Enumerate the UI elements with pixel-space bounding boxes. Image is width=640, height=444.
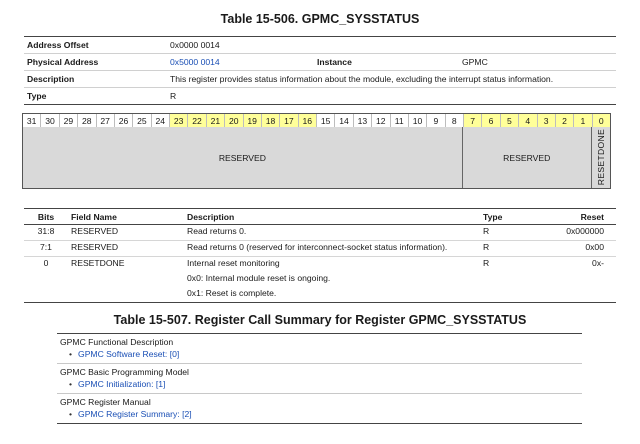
bit-number: 27 <box>97 114 115 128</box>
field-resetdone <box>592 127 610 188</box>
cell-description-value-0: 0x0: Internal module reset is ongoing. <box>187 273 331 283</box>
bit-number: 1 <box>574 114 592 128</box>
table-subrow <box>24 287 616 303</box>
register-call-summary <box>57 333 582 424</box>
bit-number: 8 <box>446 114 464 128</box>
table-subrow <box>24 272 616 287</box>
info-row-description <box>24 71 616 88</box>
bit-field-diagram <box>22 127 611 189</box>
bullet-icon: • <box>69 349 73 359</box>
field-reserved-31-8: RESERVED <box>23 127 463 188</box>
summary-link[interactable]: GPMC Initialization: [1] <box>78 379 166 389</box>
cell-field-name: RESERVED <box>68 241 184 257</box>
call-summary-title: Table 15-507. Register Call Summary for Register GPMC_SYSSTATUS <box>113 313 527 327</box>
cell-bits: 0 <box>43 258 49 268</box>
bit-number: 0 <box>593 114 610 128</box>
cell-type: R <box>483 258 490 268</box>
summary-list-item <box>60 408 579 420</box>
type-label: Type <box>27 91 47 101</box>
cell-type: R <box>480 241 560 257</box>
header-bits: Bits <box>24 209 68 225</box>
instance-value: GPMC <box>462 57 488 67</box>
cell-bits: 31:8 <box>24 225 68 241</box>
bullet-icon: • <box>69 409 73 419</box>
bit-number: 19 <box>244 114 262 128</box>
cell-description: Read returns 0 (reserved for interconnect-socket status information). <box>184 241 480 257</box>
address-offset-label: Address Offset <box>27 40 89 50</box>
table-row <box>24 241 616 257</box>
bit-number: 14 <box>335 114 353 128</box>
bit-number: 6 <box>482 114 500 128</box>
bit-number: 11 <box>391 114 409 128</box>
summary-list-item <box>60 378 579 390</box>
header-description: Description <box>184 209 480 225</box>
bit-number: 13 <box>354 114 372 128</box>
type-value: R <box>170 91 177 101</box>
bit-number: 17 <box>280 114 298 128</box>
bit-number: 21 <box>207 114 225 128</box>
bit-number: 12 <box>372 114 390 128</box>
bit-number: 22 <box>188 114 206 128</box>
summary-heading: GPMC Register Manual <box>60 397 151 407</box>
bit-number: 23 <box>170 114 188 128</box>
bit-number: 2 <box>556 114 574 128</box>
header-reset: Reset <box>560 209 616 225</box>
bit-number: 20 <box>225 114 243 128</box>
table-title: Table 15-506. GPMC_SYSSTATUS <box>220 12 420 26</box>
bit-number: 10 <box>409 114 427 128</box>
summary-section <box>57 394 582 423</box>
bit-number: 25 <box>133 114 151 128</box>
table-row <box>24 257 616 273</box>
summary-list-item <box>60 348 579 360</box>
bit-number: 4 <box>519 114 537 128</box>
bit-number: 30 <box>41 114 59 128</box>
bit-number: 18 <box>262 114 280 128</box>
cell-field-name: RESERVED <box>68 225 184 241</box>
cell-reset: 0x000000 <box>560 225 616 241</box>
description-label: Description <box>27 74 75 84</box>
table-header-row <box>24 209 616 225</box>
bit-number: 9 <box>427 114 445 128</box>
table-row <box>24 225 616 241</box>
summary-section <box>57 334 582 364</box>
field-reserved-7-1: RESERVED <box>463 127 592 188</box>
cell-bits: 7:1 <box>24 241 68 257</box>
bullet-icon: • <box>69 379 73 389</box>
cell-field-name: RESETDONE <box>71 258 125 268</box>
bit-number: 7 <box>464 114 482 128</box>
info-row-physical-address <box>24 54 616 71</box>
bit-number: 31 <box>23 114 41 128</box>
bit-number: 3 <box>538 114 556 128</box>
summary-section <box>57 364 582 394</box>
description-value: This register provides status information about the module, excluding the interrupt status information. <box>170 74 554 84</box>
field-description-table <box>24 208 616 303</box>
instance-label: Instance <box>317 57 352 67</box>
summary-link[interactable]: GPMC Software Reset: [0] <box>78 349 180 359</box>
physical-address-link[interactable]: 0x5000 0014 <box>170 57 220 67</box>
bit-number: 26 <box>115 114 133 128</box>
bit-number: 5 <box>501 114 519 128</box>
cell-description: Read returns 0. <box>184 225 480 241</box>
field-resetdone-label: RESETDONE <box>595 129 606 186</box>
header-field-name: Field Name <box>68 209 184 225</box>
cell-description-value-1: 0x1: Reset is complete. <box>184 287 480 303</box>
cell-type: R <box>480 225 560 241</box>
bit-number: 28 <box>78 114 96 128</box>
address-offset-value: 0x0000 0014 <box>170 40 220 50</box>
summary-heading: GPMC Functional Description <box>60 337 174 347</box>
info-row-address-offset <box>24 37 616 54</box>
cell-reset: 0x- <box>592 258 604 268</box>
cell-description: Internal reset monitoring <box>187 258 280 268</box>
summary-heading: GPMC Basic Programming Model <box>60 367 189 377</box>
bit-number: 24 <box>152 114 170 128</box>
summary-link[interactable]: GPMC Register Summary: [2] <box>78 409 192 419</box>
bit-number: 29 <box>60 114 78 128</box>
bit-number: 15 <box>317 114 335 128</box>
physical-address-label: Physical Address <box>27 57 99 67</box>
bit-number: 16 <box>299 114 317 128</box>
header-type: Type <box>480 209 560 225</box>
info-row-type <box>24 88 616 104</box>
cell-reset: 0x00 <box>560 241 616 257</box>
register-info-table <box>24 36 616 105</box>
